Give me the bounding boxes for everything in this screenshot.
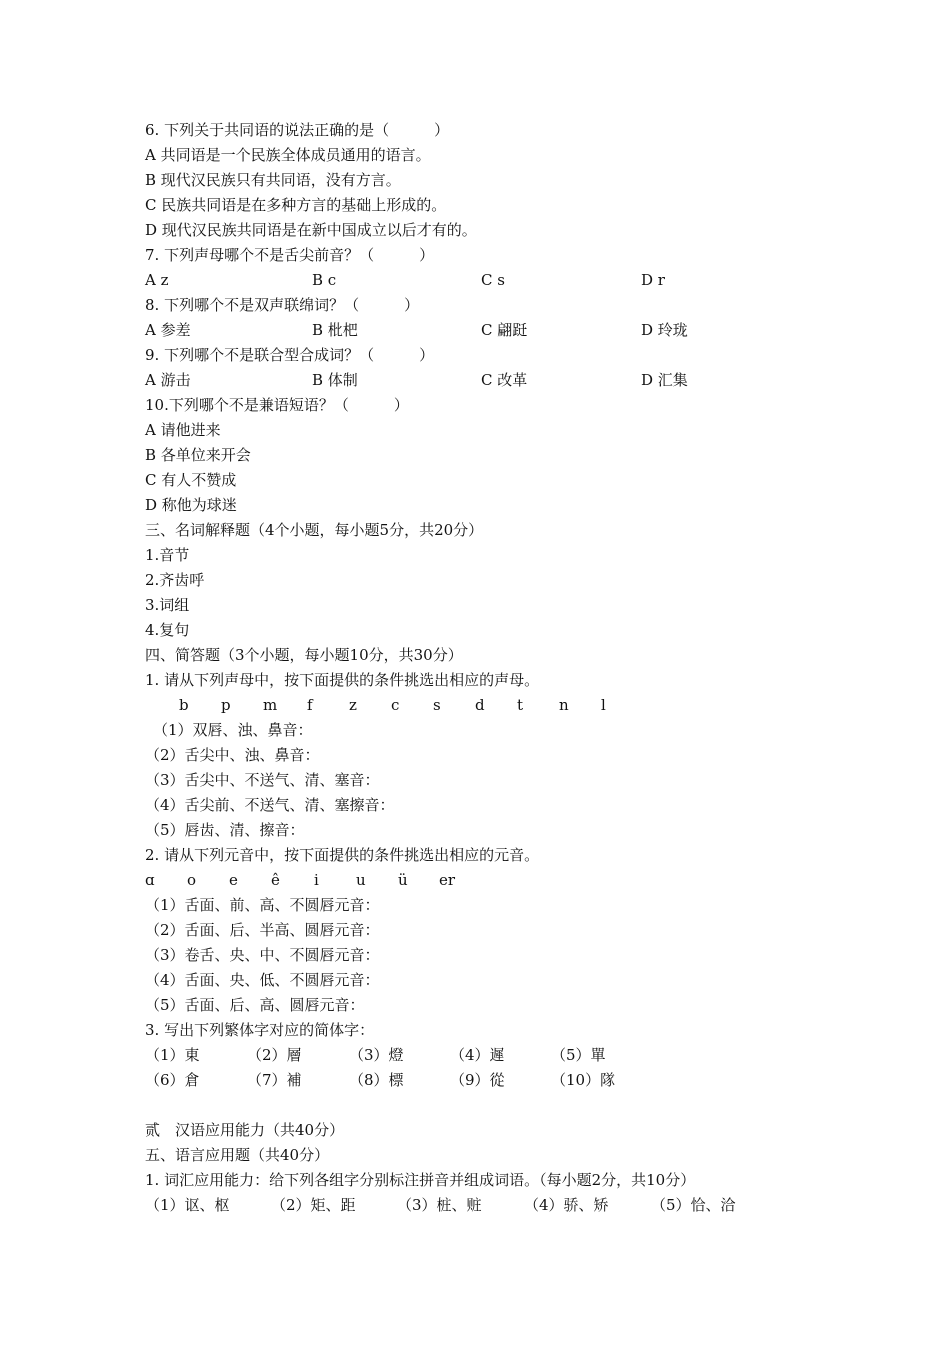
vowel-letter: ê [271, 871, 280, 889]
q7-stem: 7. 下列声母哪个不是舌尖前音？（ ） [145, 246, 435, 264]
traditional-char-item: （7）補 [247, 1071, 302, 1089]
initial-letter: l [601, 696, 606, 714]
traditional-char-item: （9）從 [450, 1071, 505, 1089]
q9-options [145, 368, 845, 393]
section3-item: 1.音节 [145, 546, 190, 564]
char-pair-item: （4）骄、矫 [524, 1196, 609, 1214]
s5-q1-stem: 1. 词汇应用能力：给下列各组字分别标注拼音并组成词语。（每小题2分，共10分） [145, 1171, 696, 1189]
q6-stem: 6. 下列关于共同语的说法正确的是（ ） [145, 121, 450, 139]
q6-option-a: A 共同语是一个民族全体成员通用的语言。 [145, 146, 431, 164]
s4-q1-letters [145, 693, 845, 718]
q9-option-d: D 汇集 [641, 371, 688, 389]
vowel-letter: u [356, 871, 366, 889]
q9-option-b: B 体制 [312, 371, 358, 389]
q10-option-c: C 有人不赞成 [145, 471, 237, 489]
q7-option-d: D r [641, 271, 665, 289]
vowel-letter: e [229, 871, 238, 889]
section5-title: 五、语言应用题（共40分） [145, 1146, 330, 1164]
vowel-letter: ü [398, 871, 408, 889]
s4-q2-item: （2）舌面、后、半高、圆唇元音： [145, 921, 380, 939]
initial-letter: n [559, 696, 569, 714]
q10-option-d: D 称他为球迷 [145, 496, 237, 514]
q8-options [145, 318, 845, 343]
q9-stem: 9. 下列哪个不是联合型合成词？（ ） [145, 346, 435, 364]
char-pair-item: （2）矩、距 [271, 1196, 356, 1214]
s4-q1-stem: 1. 请从下列声母中，按下面提供的条件挑选出相应的声母。 [145, 671, 540, 689]
vowel-letter: i [314, 871, 319, 889]
initial-letter: z [349, 696, 357, 714]
q9-option-c: C 改革 [481, 371, 528, 389]
vowel-letter: o [187, 871, 197, 889]
section3-item: 2.齐齿呼 [145, 571, 205, 589]
traditional-char-item: （8）標 [349, 1071, 404, 1089]
s4-q2-item: （4）舌面、央、低、不圆唇元音： [145, 971, 380, 989]
q8-option-a: A 参差 [145, 321, 191, 339]
traditional-char-item: （6）倉 [145, 1071, 200, 1089]
initial-letter: b [179, 696, 189, 714]
section4-title: 四、简答题（3个小题，每小题10分，共30分） [145, 646, 463, 664]
q6-option-c: C 民族共同语是在多种方言的基础上形成的。 [145, 196, 447, 214]
s4-q2-item: （3）卷舌、央、中、不圆唇元音： [145, 946, 380, 964]
vowel-letter: er [439, 871, 456, 889]
s4-q1-item: （5）唇齿、清、擦音： [145, 821, 305, 839]
exam-page [145, 118, 845, 1218]
q7-option-b: B c [312, 271, 337, 289]
q8-option-d: D 玲珑 [641, 321, 688, 339]
initial-letter: f [307, 696, 313, 714]
initial-letter: d [475, 696, 485, 714]
traditional-char-item: （2）層 [247, 1046, 302, 1064]
traditional-char-item: （4）遲 [450, 1046, 505, 1064]
q7-option-c: C s [481, 271, 505, 289]
q6-option-b: B 现代汉民族只有共同语，没有方言。 [145, 171, 401, 189]
q8-stem: 8. 下列哪个不是双声联绵词？（ ） [145, 296, 420, 314]
q8-option-c: C 翩跹 [481, 321, 528, 339]
initial-letter: t [517, 696, 524, 714]
s4-q2-stem: 2. 请从下列元音中，按下面提供的条件挑选出相应的元音。 [145, 846, 540, 864]
s4-q3-row2 [145, 1068, 845, 1093]
initial-letter: p [221, 696, 231, 714]
s4-q2-item: （1）舌面、前、高、不圆唇元音： [145, 896, 380, 914]
traditional-char-item: （3）燈 [349, 1046, 404, 1064]
char-pair-item: （3）桩、赃 [397, 1196, 482, 1214]
s4-q3-stem: 3. 写出下列繁体字对应的简体字： [145, 1021, 375, 1039]
traditional-char-item: （10）隊 [551, 1071, 616, 1089]
s4-q1-item: （4）舌尖前、不送气、清、塞擦音： [145, 796, 395, 814]
traditional-char-item: （5）單 [551, 1046, 606, 1064]
q7-option-a: A z [145, 271, 169, 289]
s5-q1-items [145, 1193, 845, 1218]
initial-letter: c [391, 696, 400, 714]
q8-option-b: B 枇杷 [312, 321, 358, 339]
part2-title: 贰 汉语应用能力（共40分） [145, 1121, 345, 1139]
vowel-letter: ɑ [145, 871, 155, 889]
s4-q2-item: （5）舌面、后、高、圆唇元音： [145, 996, 365, 1014]
q10-option-b: B 各单位来开会 [145, 446, 251, 464]
char-pair-item: （5）恰、洽 [651, 1196, 736, 1214]
q10-stem: 10.下列哪个不是兼语短语？（ ） [145, 396, 409, 414]
char-pair-item: （1）讴、枢 [145, 1196, 230, 1214]
section3-item: 4.复句 [145, 621, 190, 639]
s4-q1-item: （2）舌尖中、浊、鼻音： [145, 746, 320, 764]
q6-option-d: D 现代汉民族共同语是在新中国成立以后才有的。 [145, 221, 477, 239]
q9-option-a: A 游击 [145, 371, 191, 389]
q7-options [145, 268, 845, 293]
section3-title: 三、名词解释题（4个小题，每小题5分，共20分） [145, 521, 484, 539]
traditional-char-item: （1）東 [145, 1046, 200, 1064]
spacer [145, 1093, 845, 1118]
s4-q1-item: （1）双唇、浊、鼻音： [153, 721, 313, 739]
section3-item: 3.词组 [145, 596, 190, 614]
s4-q3-row1 [145, 1043, 845, 1068]
q10-option-a: A 请他进来 [145, 421, 221, 439]
s4-q1-item: （3）舌尖中、不送气、清、塞音： [145, 771, 380, 789]
initial-letter: s [433, 696, 441, 714]
s4-q2-letters [145, 868, 845, 893]
initial-letter: m [263, 696, 278, 714]
